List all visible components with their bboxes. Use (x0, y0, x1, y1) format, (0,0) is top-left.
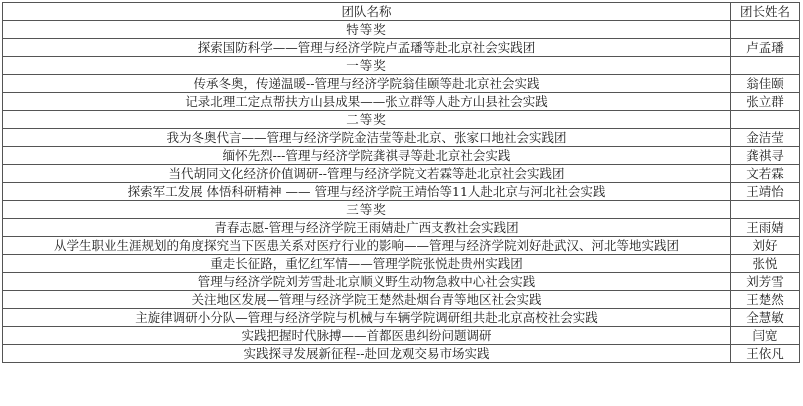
table-row (3, 255, 800, 273)
team-name-cell: 实践探寻发展新征程--赴回龙观交易市场实践 (3, 345, 731, 363)
team-name-cell: 我为冬奥代言——管理与经济学院金洁莹等赴北京、张家口地社会实践团 (3, 129, 731, 147)
team-name-cell: 当代胡同文化经济价值调研--管理与经济学院文若霖等赴北京社会实践团 (3, 165, 731, 183)
team-name-cell: 重走长征路，重忆红军情——管理学院张悦赴贵州实践团 (3, 255, 731, 273)
leader-name-cell: 王楚然 (731, 291, 800, 309)
table-row (3, 291, 800, 309)
section-title: 特等奖 (3, 21, 731, 39)
leader-name-cell: 刘好 (731, 237, 800, 255)
leader-name-cell: 王依凡 (731, 345, 800, 363)
leader-name-cell: 张悦 (731, 255, 800, 273)
leader-name-cell: 王靖怡 (731, 183, 800, 201)
section-row (3, 201, 800, 219)
team-name-cell: 青春志愿-管理与经济学院王雨婧赴广西支教社会实践团 (3, 219, 731, 237)
team-name-cell: 探索军工发展 体悟科研精神 —— 管理与经济学院王靖怡等11人赴北京与河北社会实践 (3, 183, 731, 201)
section-leader-empty (731, 201, 800, 219)
team-name-cell: 传承冬奥，传递温暖--管理与经济学院翁佳颐等赴北京社会实践 (3, 75, 731, 93)
leader-name-cell: 卢孟璠 (731, 39, 800, 57)
team-name-cell: 探索国防科学——管理与经济学院卢孟璠等赴北京社会实践团 (3, 39, 731, 57)
team-name-cell: 记录北理工定点帮扶方山县成果——张立群等人赴方山县社会实践 (3, 93, 731, 111)
award-table (2, 2, 800, 363)
header-row (3, 3, 800, 21)
team-name-cell: 主旋律调研小分队—管理与经济学院与机械与车辆学院调研组共赴北京高校社会实践 (3, 309, 731, 327)
leader-name-cell: 刘芳雪 (731, 273, 800, 291)
table-row (3, 93, 800, 111)
table-row (3, 183, 800, 201)
table-row (3, 237, 800, 255)
leader-name-cell: 龚祺寻 (731, 147, 800, 165)
header-team-name: 团队名称 (3, 3, 731, 21)
table-row (3, 327, 800, 345)
section-leader-empty (731, 21, 800, 39)
leader-name-cell: 张立群 (731, 93, 800, 111)
team-name-cell: 缅怀先烈---管理与经济学院龚祺寻等赴北京社会实践 (3, 147, 731, 165)
team-name-cell: 实践把握时代脉搏——首都医患纠纷问题调研 (3, 327, 731, 345)
table-row (3, 219, 800, 237)
table-row (3, 165, 800, 183)
section-leader-empty (731, 57, 800, 75)
table-row (3, 39, 800, 57)
leader-name-cell: 闫宽 (731, 327, 800, 345)
header-leader-name: 团长姓名 (731, 3, 800, 21)
section-title: 二等奖 (3, 111, 731, 129)
leader-name-cell: 金洁莹 (731, 129, 800, 147)
table-row (3, 273, 800, 291)
leader-name-cell: 王雨婧 (731, 219, 800, 237)
table-row (3, 309, 800, 327)
team-name-cell: 管理与经济学院刘芳雪赴北京顺义野生动物急救中心社会实践 (3, 273, 731, 291)
section-row (3, 21, 800, 39)
section-row (3, 57, 800, 75)
section-title: 三等奖 (3, 201, 731, 219)
leader-name-cell: 文若霖 (731, 165, 800, 183)
section-title: 一等奖 (3, 57, 731, 75)
leader-name-cell: 翁佳颐 (731, 75, 800, 93)
table-row (3, 75, 800, 93)
team-name-cell: 从学生职业生涯规划的角度探究当下医患关系对医疗行业的影响——管理与经济学院刘好赴武汉、河北等地实践团 (3, 237, 731, 255)
leader-name-cell: 全慧敏 (731, 309, 800, 327)
section-leader-empty (731, 111, 800, 129)
table-row (3, 147, 800, 165)
table-row (3, 129, 800, 147)
team-name-cell: 关注地区发展—管理与经济学院王楚然赴烟台青等地区社会实践 (3, 291, 731, 309)
section-row (3, 111, 800, 129)
table-row (3, 345, 800, 363)
